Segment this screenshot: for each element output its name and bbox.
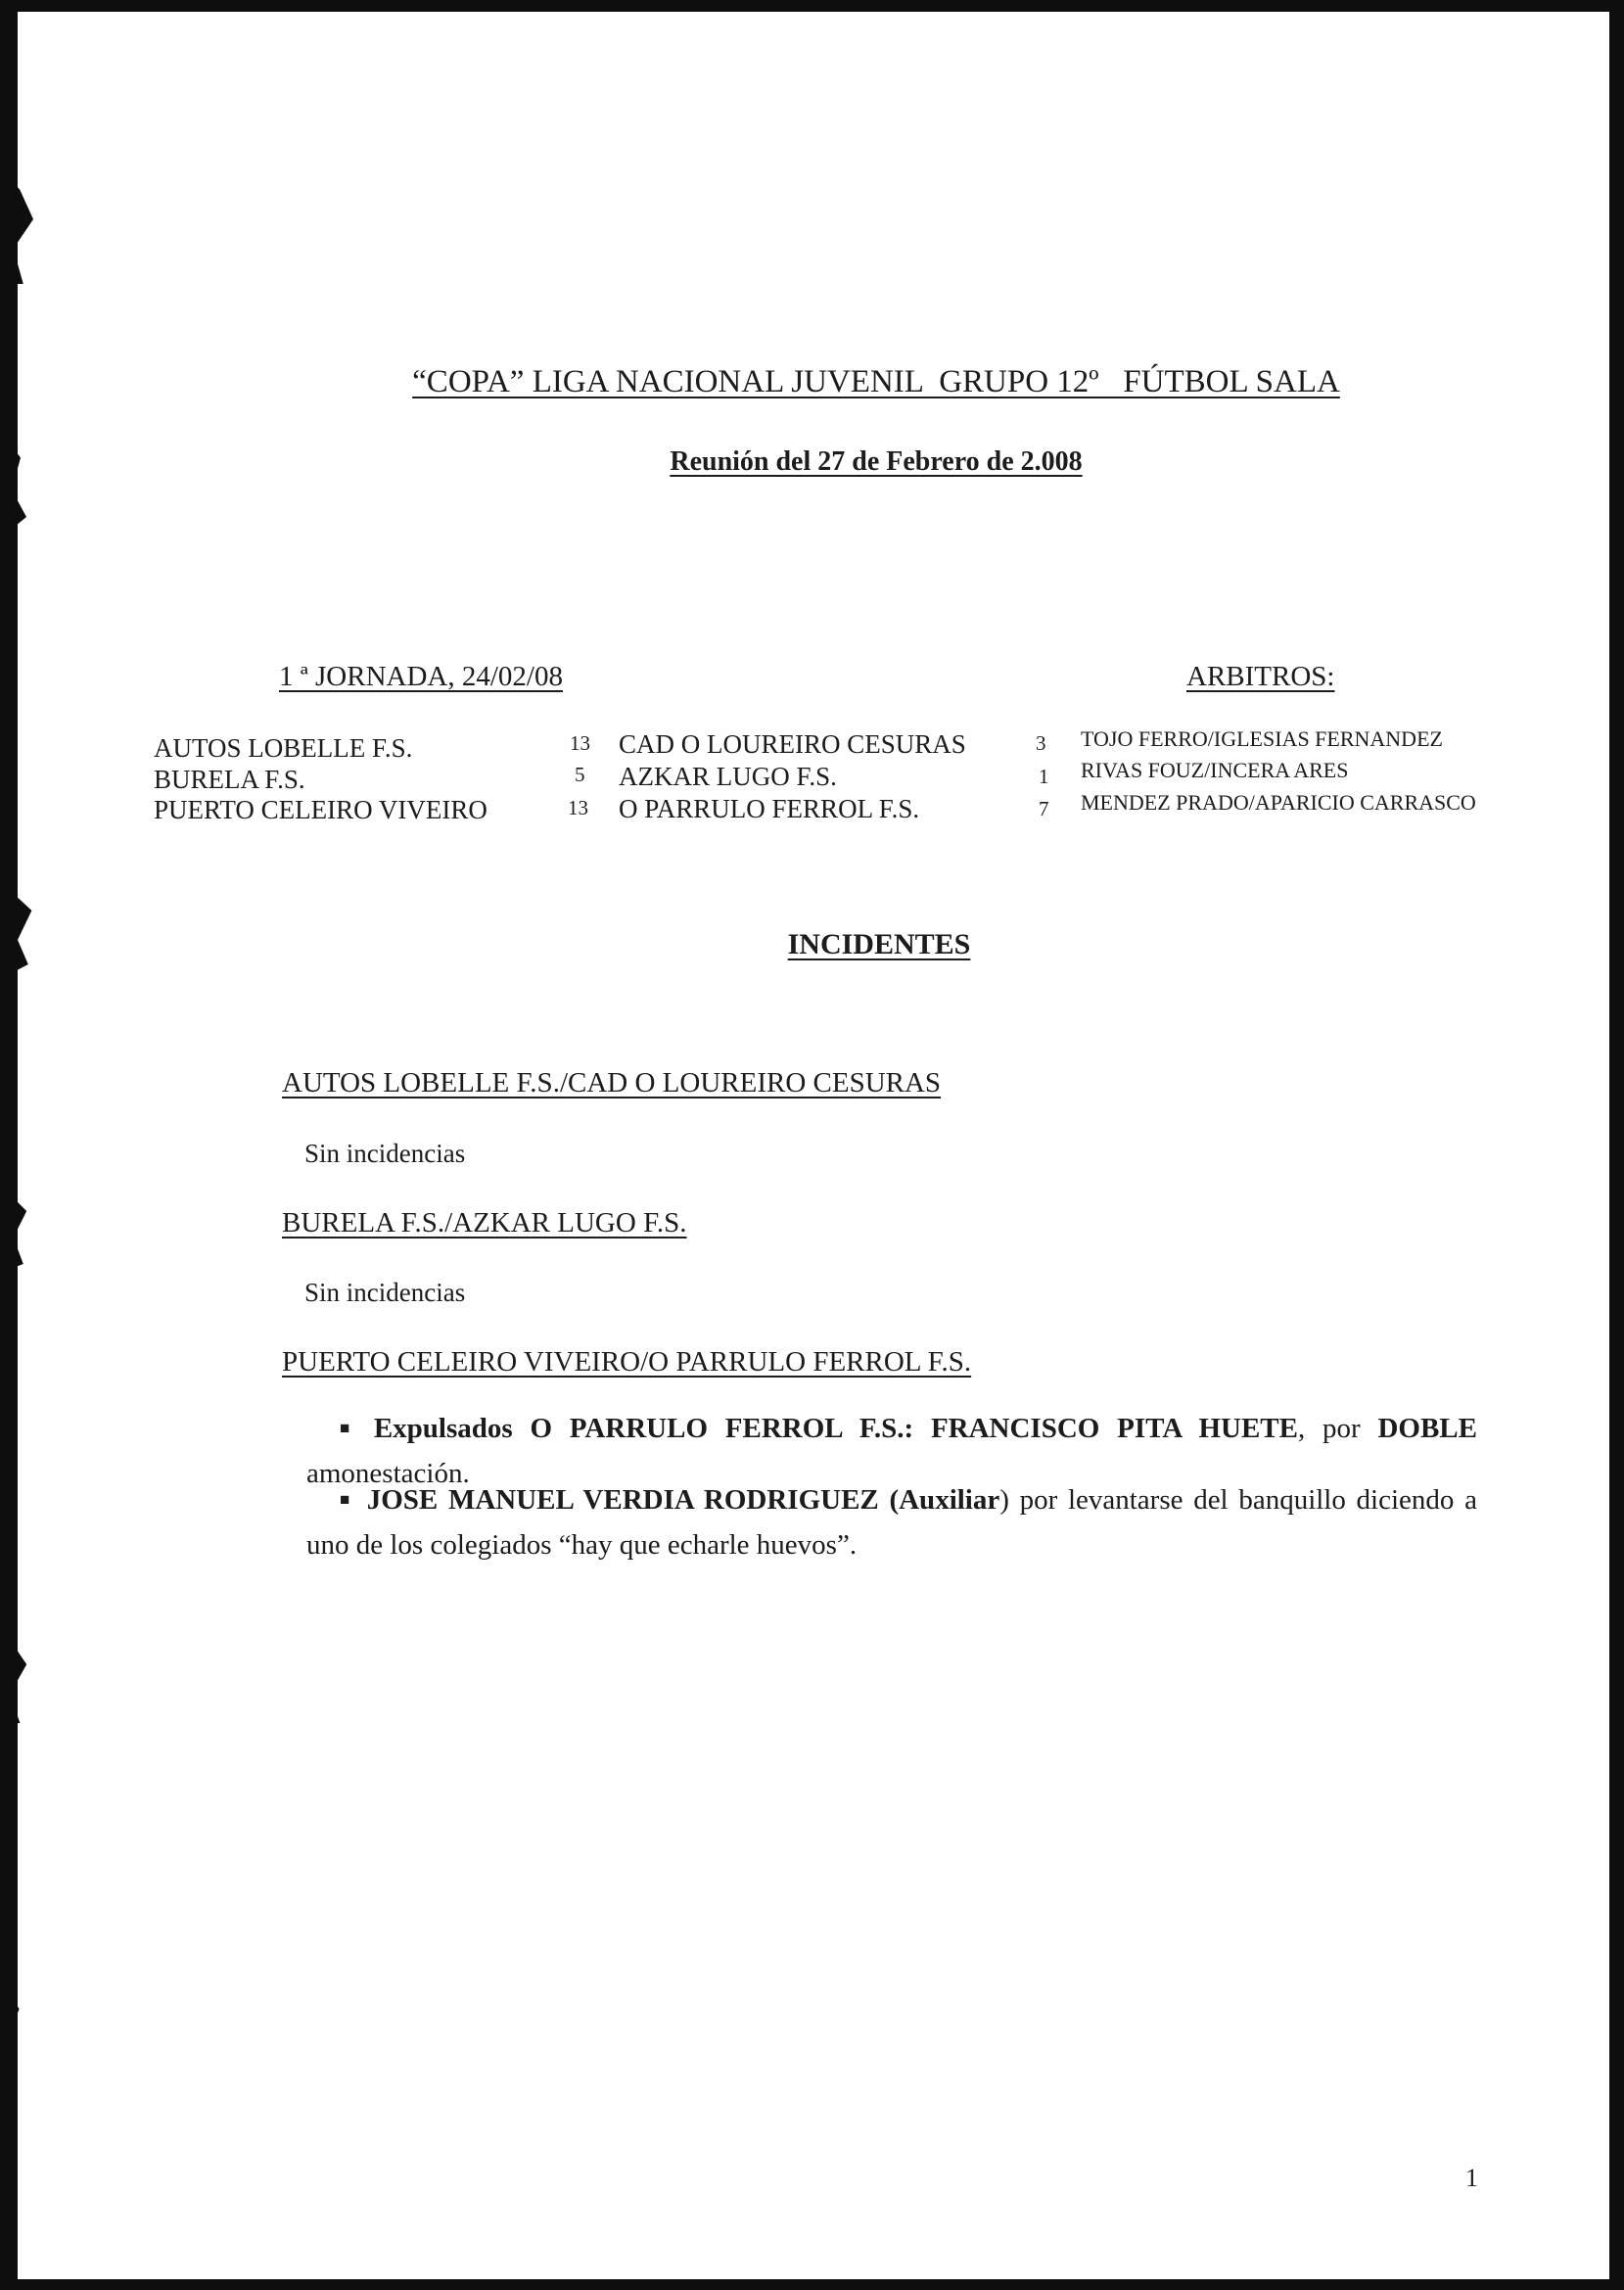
incidents-heading-text: INCIDENTES [787,928,971,960]
incidents-heading [0,928,1624,961]
home-score: 5 [575,763,585,786]
home-score: 13 [570,731,590,755]
referee-pair: TOJO FERRO/IGLESIAS FERNANDEZ [1081,726,1443,751]
right-edge-shadow [1611,1106,1624,1439]
home-team: PUERTO CELEIRO VIVEIRO [154,795,487,824]
incident-match-heading-text: PUERTO CELEIRO VIVEIRO/O PARRULO FERROL F.S. [282,1346,972,1378]
document-title-text: “COPA” LIGA NACIONAL JUVENIL GRUPO 12º FÚTBOL SALA [412,364,1340,399]
away-score: 3 [1036,731,1046,755]
incident-text: Sin incidencias [304,1278,466,1307]
home-team: AUTOS LOBELLE F.S. [154,733,413,763]
incident-match-heading-text: AUTOS LOBELLE F.S./CAD O LOUREIRO CESURAS [282,1067,942,1098]
referees-heading [1186,661,1334,693]
bullet-square-icon: ■ [340,1419,360,1437]
incident-text: Sin incidencias [304,1139,466,1168]
page-number: 1 [1465,2164,1478,2192]
away-team: O PARRULO FERROL F.S. [619,794,920,823]
home-team: BURELA F.S. [154,765,305,794]
round-heading [279,661,563,693]
bullet-text: , por [1297,1413,1378,1444]
incident-match-heading [282,1207,687,1239]
bullet-text: ) por levantarse del banquillo diciendo a uno de los colegiados “hay que echarle huevos”. [306,1484,1477,1561]
incident-match-heading [282,1346,971,1379]
away-score: 7 [1039,797,1049,820]
bullet-bold-text: Expulsados O PARRULO FERROL F.S.: FRANCISCO PITA HUETE [373,1413,1298,1444]
referee-pair: RIVAS FOUZ/INCERA ARES [1081,758,1349,782]
bullet-bold-text: JOSE MANUEL VERDIA RODRIGUEZ (Auxiliar [366,1484,1000,1516]
paper-sheet [18,12,1609,2279]
incident-bullet-auxiliar [306,1479,1477,1566]
referee-pair: MENDEZ PRADO/APARICIO CARRASCO [1081,790,1476,815]
away-score: 1 [1039,765,1049,788]
meeting-date-text: Reunión del 27 de Febrero de 2.008 [670,446,1083,477]
bullet-text: amonestación. [306,1458,470,1489]
meeting-date [0,446,1624,478]
document-title [0,364,1624,400]
referees-heading-text: ARBITROS: [1186,661,1335,692]
incident-match-heading [282,1067,941,1099]
round-heading-text: 1 ª JORNADA, 24/02/08 [279,661,563,692]
bullet-square-icon: ■ [340,1490,353,1509]
home-score: 13 [568,796,588,819]
incident-match-heading-text: BURELA F.S./AZKAR LUGO F.S. [282,1207,687,1238]
away-team: AZKAR LUGO F.S. [619,762,837,791]
away-team: CAD O LOUREIRO CESURAS [619,729,966,759]
bullet-bold-text: DOBLE [1377,1413,1477,1444]
